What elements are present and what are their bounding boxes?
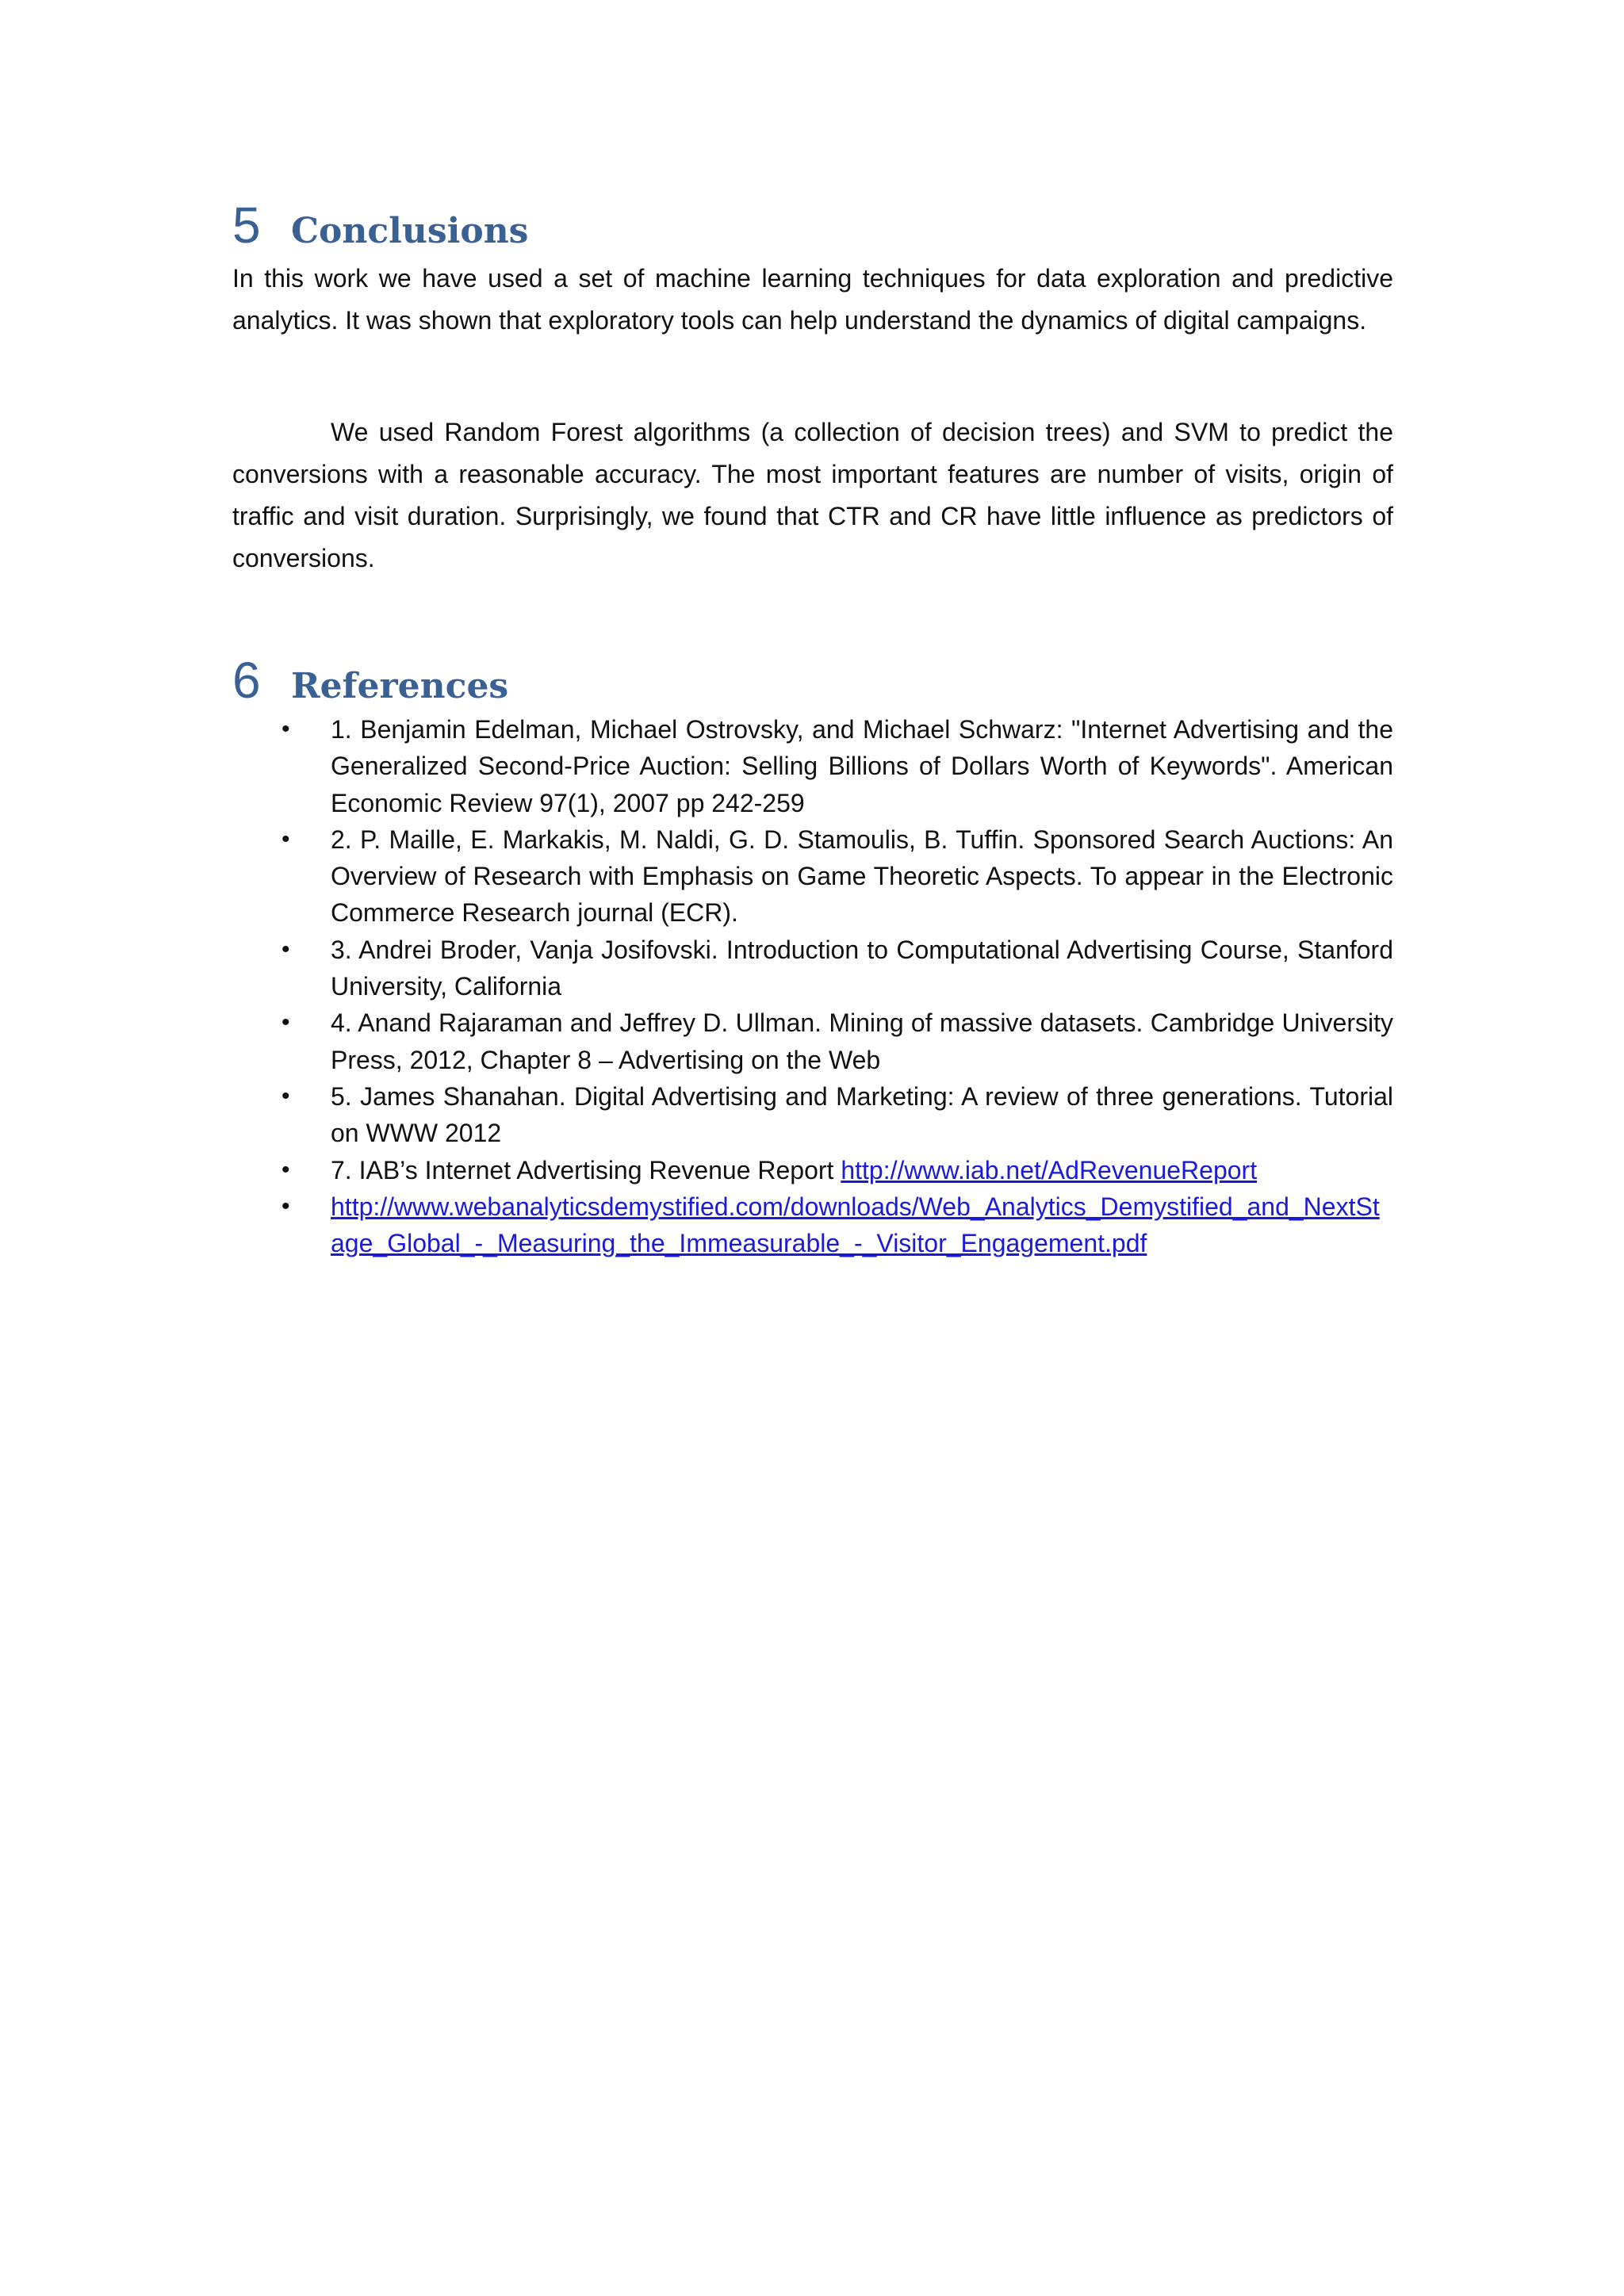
bullet: • [282, 936, 290, 962]
section-number: 6 [232, 652, 261, 709]
conclusions-heading [232, 197, 529, 254]
section-title: References [291, 666, 509, 706]
section-number: 5 [232, 197, 261, 254]
reference-text: 4. Anand Rajaraman and Jeffrey D. Ullman. Mining of massive datasets. Cambridge University Press, 2012, Chapter 8 – Advertising on the Web [331, 1008, 1393, 1074]
reference-item [232, 711, 1393, 821]
bullet: • [282, 1192, 290, 1219]
references-list [232, 711, 1393, 1261]
reference-text: 5. James Shanahan. Digital Advertising and Marketing: A review of three generations. Tutorial on WWW 2012 [331, 1081, 1393, 1148]
reference-item [232, 1078, 1393, 1152]
reference-item [232, 821, 1393, 932]
reference-item [232, 1152, 1393, 1188]
conclusions-paragraph-2: We used Random Forest algorithms (a collection of decision trees) and SVM to predict the conversions with a reasonable accuracy. The most important features are number of visits, origin of traffic and visit duration. Surprisingly, we found that CTR and CR have little influence as predictors of conversions. [232, 418, 1393, 572]
section-title: Conclusions [291, 211, 529, 251]
reference-text: 7. IAB’s Internet Advertising Revenue Report [331, 1155, 841, 1184]
bullet: • [282, 716, 290, 742]
reference-item [232, 932, 1393, 1005]
bullet: • [282, 1009, 290, 1036]
iab-report-link[interactable]: http://www.iab.net/AdRevenueReport [841, 1155, 1258, 1184]
reference-item [232, 1004, 1393, 1078]
reference-text: 3. Andrei Broder, Vanja Josifovski. Introduction to Computational Advertising Course, Stanford University, California [331, 935, 1393, 1001]
reference-text: 1. Benjamin Edelman, Michael Ostrovsky, and Michael Schwarz: "Internet Advertising and the Generalized Second-Price Auction: Selling Billions of Dollars Worth of Keywords". American Economic Review 97(1), 2007 pp 242-259 [331, 715, 1393, 817]
bullet: • [282, 1156, 290, 1183]
visitor-engagement-pdf-link[interactable]: http://www.webanalyticsdemystified.com/downloads/Web_Analytics_Demystified_and_NextStage_Global_-_Measuring_the_Immeasurable_-_Visitor_Engagement.pdf [331, 1192, 1380, 1258]
reference-text: 2. P. Maille, E. Markakis, M. Naldi, G. D. Stamoulis, B. Tuffin. Sponsored Search Auctions: An Overview of Research with Emphasis on Game Theoretic Aspects. To appear in the Electronic Commerce Research journal (ECR). [331, 825, 1393, 928]
bullet: • [282, 825, 290, 852]
references-heading [232, 652, 509, 709]
conclusions-paragraph-1: In this work we have used a set of machine learning techniques for data exploration and predictive analytics. It was shown that exploratory tools can help understand the dynamics of digital campaigns. [232, 264, 1393, 335]
bullet: • [282, 1082, 290, 1109]
reference-item [232, 1188, 1393, 1262]
